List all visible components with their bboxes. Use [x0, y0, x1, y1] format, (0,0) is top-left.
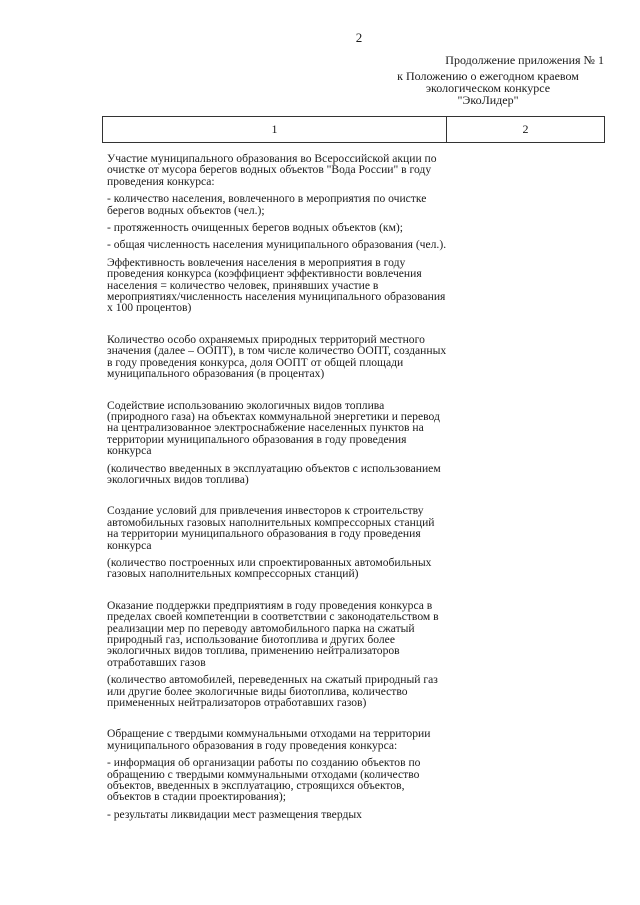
criteria-paragraph: - результаты ликвидации мест размещения твердых	[107, 807, 362, 821]
appendix-header	[368, 54, 608, 106]
criteria-paragraph: - общая численность населения муниципального образования (чел.).	[107, 238, 447, 252]
criteria-section	[107, 153, 447, 314]
criteria-paragraph: (количество введенных в эксплуатацию объектов с использованием экологичных видов топлива)	[107, 461, 441, 486]
appendix-continuation-line: Продолжение приложения № 1	[445, 53, 604, 67]
criteria-section	[107, 505, 447, 579]
table-header-row	[102, 116, 605, 143]
criteria-paragraph: Обращение с твердыми коммунальными отходами на территории муниципального образования в году проведения конкурса:	[107, 727, 431, 752]
criteria-paragraph: Содействие использованию экологичных видов топлива (природного газа) на объектах коммунальной энергетики и перевод на централизованное электроснабжение населенных пунктов на территории муниципального образования в году проведения конкурса	[107, 398, 440, 458]
criteria-paragraph: (количество автомобилей, переведенных на сжатый природный газ или другие более экологичные виды биотоплива, количество примененных нейтрализаторов отработавших газов)	[107, 673, 438, 710]
table-header-col-2: 2	[522, 122, 529, 136]
page-number: 2	[355, 30, 363, 45]
criteria-section	[107, 334, 447, 380]
criteria-paragraph: - информация об организации работы по созданию объектов по обращению с твердыми коммунальными отходами (количество объектов, введенных в эксплуатацию, строящихся объектов, объектов в стадии проектирования);	[107, 756, 421, 804]
criteria-paragraph: (количество построенных или спроектированных автомобильных газовых наполнительных компрессорных станций)	[107, 555, 432, 581]
criteria-paragraph: Количество особо охраняемых природных территорий местного значения (далее – ООПТ), в том числе количество ООПТ, созданных в году проведения конкурса, доля ООПТ от общей площади муниципального образования (в процентах)	[107, 332, 447, 381]
criteria-paragraph: - количество населения, вовлеченного в мероприятия по очистке берегов водных объектов (чел.);	[107, 192, 427, 217]
criteria-paragraph: Создание условий для привлечения инвесторов к строительству автомобильных газовых наполнительных компрессорных станций на территории муниципального образования в году проведения конкурса	[107, 504, 435, 552]
criteria-paragraph: Эффективность вовлечения населения в мероприятия в году проведения конкурса (коэффициент эффективности вовлечения населения = количество человек, принявших участие в мероприятиях/численность населения муниципального образования x 100 процентов)	[107, 255, 446, 315]
table-header-col-1: 1	[103, 117, 447, 142]
criteria-paragraph: Участие муниципального образования во Всероссийской акции по очистке от мусора берегов водных объектов "Вода России" в году проведения конкурса:	[107, 152, 437, 188]
criteria-section	[107, 400, 447, 486]
criteria-paragraph: - протяженность очищенных берегов водных объектов (км);	[107, 221, 403, 235]
criteria-list	[107, 153, 447, 840]
appendix-contest-line: экологическом конкурсе	[425, 81, 551, 95]
criteria-paragraph: Оказание поддержки предприятиям в году проведения конкурса в пределах своей компетенции в соответствии с законодательством в реализации мер по переводу автомобильного парка на сжатый природный газ, использование биотоплива и других более экологичных видов топлива, применению нейтрализаторов отработавших газов	[107, 598, 439, 669]
appendix-regulation-line: к Положению о ежегодном краевом	[397, 69, 579, 83]
criteria-section	[107, 728, 447, 820]
criteria-section	[107, 600, 447, 709]
appendix-contest-name: "ЭкоЛидер"	[457, 93, 519, 107]
